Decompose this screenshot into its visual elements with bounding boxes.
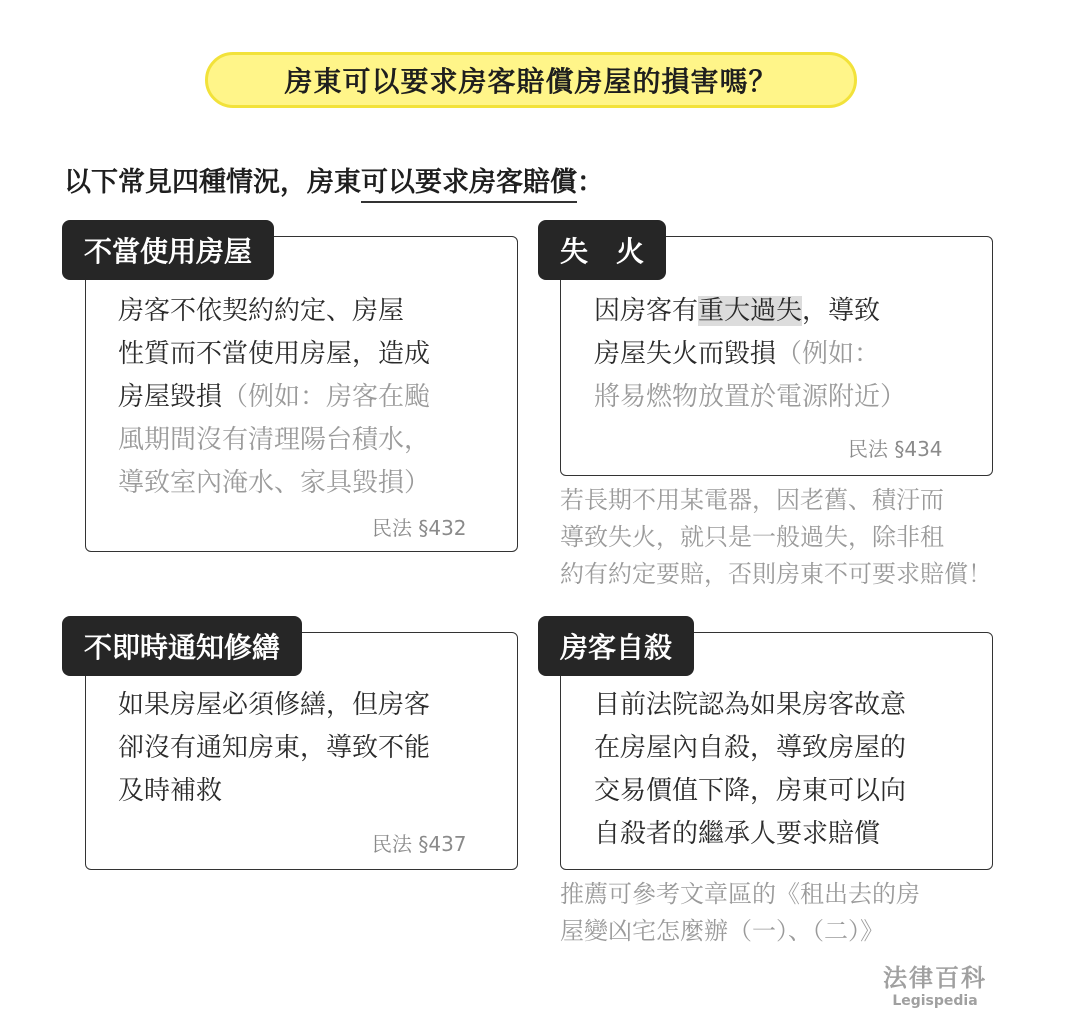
law-ref-437: 民法 §437 xyxy=(372,832,467,856)
card-fire-highlight: 重大過失 xyxy=(698,296,803,326)
intro-underlined: 可以要求房客賠償 xyxy=(361,167,577,203)
fire-note: 若長期不用某電器，因老舊、積汙而 導致失火，就只是一般過失，除非租 約有約定要賠，否則房東不可要求賠償！ xyxy=(560,486,992,588)
tag-suicide: 房客自殺 xyxy=(538,616,694,676)
tag-repair-notice: 不即時通知修繕 xyxy=(62,616,302,676)
card-improper-use-main: 房客不依契約約定、房屋 性質而不當使用房屋，造成 房屋毀損 xyxy=(118,296,431,412)
logo-name: 法律百科 xyxy=(883,964,987,992)
intro-suffix: ： xyxy=(577,167,604,198)
intro-prefix: 以下常見四種情況，房東 xyxy=(64,167,361,198)
intro-heading xyxy=(64,160,604,199)
law-ref-432: 民法 §432 xyxy=(372,516,467,540)
card-improper-use-text xyxy=(118,290,498,505)
card-repair-notice-text: 如果房屋必須修繕，但房客 卻沒有通知房東，導致不能 及時補救 xyxy=(118,690,431,806)
page-title-text: 房東可以要求房客賠償房屋的損害嗎？ xyxy=(284,65,778,98)
tag-improper-use: 不當使用房屋 xyxy=(62,220,274,280)
logo-sub: Legispedia xyxy=(892,993,978,1009)
card-fire-before: 因房客有 xyxy=(594,296,699,326)
legispedia-logo xyxy=(880,958,990,1009)
card-suicide-text: 目前法院認為如果房客故意 在房屋內自殺，導致房屋的 交易價值下降，房東可以向 自殺者的繼承人要求賠償 xyxy=(594,690,907,849)
law-ref-434: 民法 §434 xyxy=(848,437,943,461)
card-fire-after: ，導致 房屋失火而毀損 xyxy=(594,296,881,369)
card-improper-use-example: （例如：房客在颱 風期間沒有清理陽台積水， 導致室內淹水、家具毀損） xyxy=(118,382,431,498)
card-fire-text xyxy=(594,290,974,419)
suicide-note: 推薦可參考文章區的《租出去的房 屋變凶宅怎麼辦（一）、（二）》 xyxy=(560,880,920,945)
card-fire-example: （例如： 將易燃物放置於電源附近） xyxy=(594,339,907,412)
tag-fire: 失 火 xyxy=(538,220,666,280)
page-title xyxy=(205,52,857,108)
